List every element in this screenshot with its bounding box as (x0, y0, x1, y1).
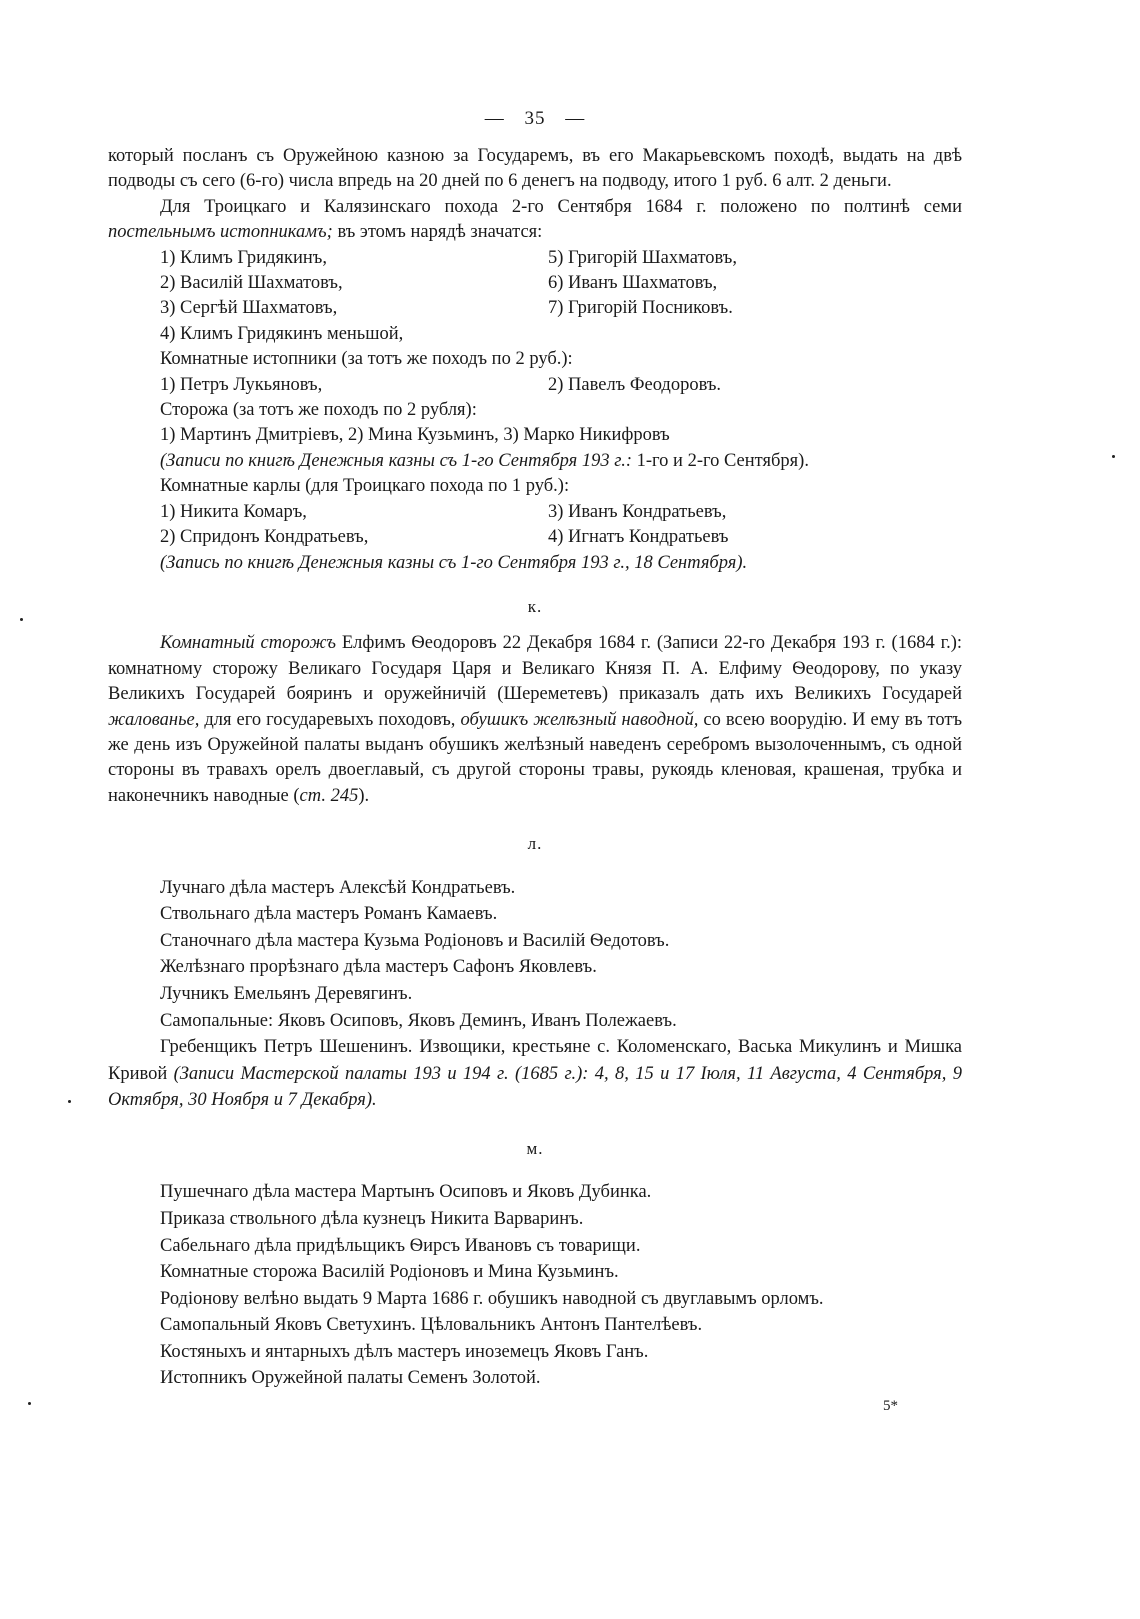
list-item: 7) Григорій Посниковъ. (548, 298, 733, 319)
paragraph-italic: обушикъ желѣзный наводной, (460, 709, 699, 730)
paragraph-text: ). (358, 785, 370, 806)
header-dash-right: — (565, 108, 586, 129)
masters-list-m (108, 1179, 962, 1392)
list-item: Истопникъ Оружейной палаты Семенъ Золотой. (160, 1368, 541, 1389)
postelnye-list (108, 246, 962, 348)
paragraph-text: со всею воорудію. И ему въ тотъ же день изъ Оружейной палаты выданъ обушикъ желѣзный наведенъ серебромъ вызолоченнымъ, съ одной стороны въ травахъ орелъ двоеглавый, съ другой стороны травы, рукоядь кленовая, крашеная, трубка и наконечникъ наводные ( (108, 709, 963, 806)
list-item: Приказа ствольного дѣла кузнецъ Никита Варваринъ. (160, 1208, 584, 1229)
speck-mark (28, 1402, 31, 1405)
list-item: 3) Сергѣй Шахматовъ, (160, 298, 338, 319)
list-item: 3) Иванъ Кондратьевъ, (548, 501, 727, 522)
list-item: Ствольнаго дѣла мастеръ Романъ Камаевъ. (160, 904, 498, 925)
list-item: Лучникъ Емельянъ Деревягинъ. (160, 983, 413, 1004)
page-header (108, 108, 962, 130)
list-item: Желѣзнаго прорѣзнаго дѣла мастеръ Сафонъ Яковлевъ. (160, 957, 597, 978)
paragraph-italic: постельнымъ истопникамъ; (108, 222, 333, 243)
note-italic: (Записи по книгѣ Денежныя казны съ 1-го Сентября 193 г.: (160, 450, 632, 471)
speck-mark (68, 1100, 71, 1103)
paragraph-italic: ст. 245 (299, 785, 359, 806)
speck-mark (1112, 455, 1115, 458)
list-item: Самопальные: Яковъ Осиповъ, Яковъ Деминъ, Иванъ Полежаевъ. (160, 1010, 677, 1031)
storozha-list: 1) Мартинъ Дмитріевъ, 2) Мина Кузьминъ, 3) Марко Никифровъ (160, 425, 670, 446)
list-item-last (108, 1034, 962, 1114)
list-item: 2) Василій Шахматовъ, (160, 273, 343, 294)
paragraph-italic: жалованье, (108, 709, 200, 730)
masters-list-l (108, 875, 962, 1114)
list-row (108, 525, 962, 550)
paragraph-italic: (Записи Мастерской палаты 193 и 194 г. (1685 г.): 4, 8, 15 и 17 Іюля, 11 Августа, 4 Сентября, 9 Октября, 30 Ноября и 7 Декабря). (108, 1063, 963, 1111)
speck-mark (20, 618, 23, 621)
storozha-heading: Сторожа (за тотъ же походъ по 2 рубля): (160, 400, 477, 421)
list-row (108, 271, 962, 296)
paragraph-text: для его государевыхъ походовъ, (199, 709, 461, 730)
paragraph-text: Для Троицкаго и Калязинскаго похода 2-го Сентября 1684 г. положено по полтинѣ семи (160, 196, 962, 217)
list-item: 4) Климъ Гридякинъ меньшой, (160, 323, 404, 344)
list-item: Комнатные сторожа Василій Родіоновъ и Мина Кузьминъ. (160, 1262, 619, 1283)
list-row (108, 246, 962, 271)
section-heading-m: м. (526, 1138, 544, 1158)
source-note (108, 449, 962, 474)
section-heading-l: л. (527, 834, 543, 854)
list-item: Костяныхъ и янтарныхъ дѣлъ мастеръ иноземецъ Яковъ Ганъ. (160, 1341, 649, 1362)
list-item: 1) Никита Комаръ, (160, 501, 307, 522)
komnatnye-heading: Комнатные истопники (за тотъ же походъ по 2 руб.): (160, 349, 573, 370)
list-item: Самопальный Яковъ Светухинъ. Цѣловальникъ Антонъ Пантелѣевъ. (160, 1315, 703, 1336)
list-item: Лучнаго дѣла мастеръ Алексѣй Кондратьевъ. (160, 877, 516, 898)
note-text: 1-го и 2-го Сентября). (632, 450, 809, 471)
list-item: 4) Игнатъ Кондратьевъ (548, 527, 729, 548)
paragraph-text: Елфимъ Ѳеодоровъ 22 Декабря 1684 г. (Записи 22-го Декабря 193 г. (1684 г.): комнатному сторожу Великаго Государя Царя и Великаго Князя П. А. Елфиму Ѳеодорову, по указу Великихъ Государей бояринъ и оружейничій (Шереметевъ) приказалъ дать ихъ Великихъ Государей (108, 633, 963, 705)
paragraph-continuation: который посланъ съ Оружейною казною за Государемъ, въ его Макарьевскомъ походѣ, выдать на двѣ подводы съ сего (6-го) числа впредь на 20 дней по 6 денегъ на подводу, итого 1 руб. 6 алт. 2 деньги. (108, 146, 962, 192)
list-row (108, 500, 962, 525)
paragraph-text: Гребенщикъ Петръ Шешенинъ. Извощики, крестьяне с. Коломенскаго, Васька Микулинъ и Мишка Кривой (108, 1037, 962, 1084)
list-item: Сабельнаго дѣла придѣльщикъ Ѳирсъ Ивановъ съ товарищи. (160, 1235, 641, 1256)
paragraph-k (108, 631, 962, 809)
list-item: 1) Петръ Лукьяновъ, (160, 374, 323, 395)
list-row (108, 296, 962, 321)
header-dash-left: — (484, 108, 505, 129)
section-heading-k: к. (527, 596, 543, 616)
page-body (108, 108, 962, 1392)
list-item: Пушечнаго дѣла мастера Мартынъ Осиповъ и Яковъ Дубинка. (160, 1182, 652, 1203)
karly-heading: Комнатные карлы (для Троицкаго похода по 1 руб.): (160, 476, 570, 497)
paragraph-trinity-campaign (108, 195, 962, 246)
list-item: Станочнаго дѣла мастера Кузьма Родіоновъ и Василій Ѳедотовъ. (160, 930, 670, 951)
list-item: 2) Павелъ Феодоровъ. (548, 374, 722, 395)
paragraph-italic: Комнатный сторожъ (160, 633, 336, 654)
list-item: 5) Григорій Шахматовъ, (548, 247, 738, 268)
list-item: 6) Иванъ Шахматовъ, (548, 273, 718, 294)
paragraph-text: въ этомъ нарядѣ значатся: (332, 222, 543, 243)
signature-mark: 5* (883, 1398, 898, 1414)
list-item: 1) Климъ Гридякинъ, (160, 247, 327, 268)
list-item: 2) Спридонъ Кондратьевъ, (160, 527, 369, 548)
page-number: 35 (524, 108, 546, 129)
list-item: Родіонову велѣно выдать 9 Марта 1686 г. обушикъ наводной съ двуглавымъ орломъ. (160, 1288, 824, 1309)
source-note: (Запись по книгѣ Денежныя казны съ 1-го Сентября 193 г., 18 Сентября). (160, 552, 748, 573)
list-row (108, 373, 962, 398)
